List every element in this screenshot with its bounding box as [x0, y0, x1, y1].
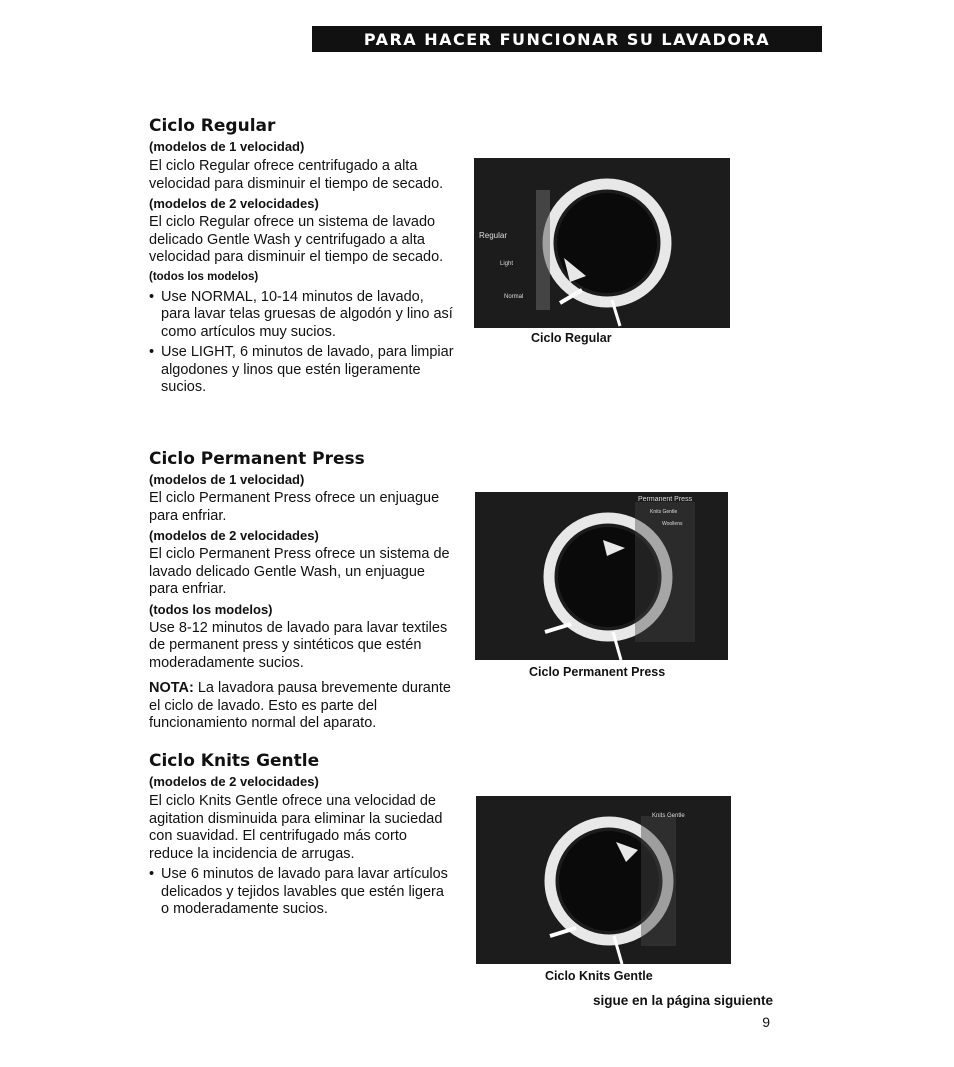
one-speed-label: (modelos de 1 velocidad)	[149, 472, 305, 487]
dial-label: Light	[500, 261, 514, 267]
dial-image-regular	[474, 158, 730, 328]
section-knits-gentle	[149, 751, 454, 919]
section-permanent-press	[149, 449, 454, 733]
bullet-list	[149, 866, 454, 919]
page-number: 9	[762, 1014, 770, 1030]
dial-image-knits-gentle	[476, 796, 731, 964]
note-label: NOTA:	[149, 680, 194, 696]
one-speed-text: El ciclo Regular ofrece centrifugado a alta velocidad para disminuir el tiempo de secado.	[149, 158, 444, 192]
note-text: La lavadora pausa brevemente durante el ciclo de lavado. Esto es parte del funcionamiento normal del aparato.	[149, 680, 451, 731]
continue-note: sigue en la página siguiente	[592, 993, 773, 1008]
all-models-text: Use 8-12 minutos de lavado para lavar textiles de permanent press y sintéticos que estén moderadamente sucios.	[149, 619, 448, 671]
all-models-label: (todos los modelos)	[149, 601, 273, 617]
list-item: • Use NORMAL, 10-14 minutos de lavado, para lavar telas gruesas de algodón y lino así como artículos muy sucios.	[149, 289, 454, 342]
figure-caption: Ciclo Permanent Press	[529, 665, 666, 679]
bullet-list	[149, 289, 454, 397]
page-header-banner: PARA HACER FUNCIONAR SU LAVADORA	[312, 26, 822, 52]
dial-label: Permanent Press	[638, 496, 693, 503]
dial-label: Woollens	[662, 521, 683, 527]
dial-label: Knits Gentle	[650, 509, 678, 515]
section-title: Ciclo Regular	[149, 116, 276, 136]
dial-label: Knits Gentle	[652, 813, 685, 819]
figure-caption: Ciclo Knits Gentle	[545, 969, 653, 983]
two-speed-label: (modelos de 2 velocidades)	[149, 774, 319, 789]
two-speed-label: (modelos de 2 velocidades)	[149, 196, 319, 211]
section-regular	[149, 116, 454, 397]
section-title: Ciclo Permanent Press	[149, 449, 365, 469]
note	[149, 680, 454, 733]
section-title: Ciclo Knits Gentle	[149, 751, 320, 771]
dial-label: Regular	[479, 231, 508, 240]
dial-label: Normal	[504, 294, 524, 300]
list-item: • Use 6 minutos de lavado para lavar artículos delicados y tejidos lavables que estén ligera o moderadamente sucios.	[149, 866, 454, 919]
figure-caption: Ciclo Regular	[531, 331, 612, 345]
two-speed-label: (modelos de 2 velocidades)	[149, 528, 319, 543]
dial-image-permanent-press	[475, 492, 728, 660]
knits-text: El ciclo Knits Gentle ofrece una velocidad de agitation disminuida para eliminar la suciedad con suavidad. El centrifugado más corto reduce la incidencia de arrugas.	[149, 793, 443, 862]
two-speed-text: El ciclo Permanent Press ofrece un sistema de lavado delicado Gentle Wash, un enjuague para enfriar.	[149, 546, 450, 597]
one-speed-text: El ciclo Permanent Press ofrece un enjuague para enfriar.	[149, 490, 440, 524]
list-item: • Use LIGHT, 6 minutos de lavado, para limpiar algodones y linos que estén ligeramente sucios.	[149, 344, 454, 397]
one-speed-label: (modelos de 1 velocidad)	[149, 139, 305, 154]
all-models-label: (todos los modelos)	[149, 270, 259, 283]
two-speed-text: El ciclo Regular ofrece un sistema de lavado delicado Gentle Wash y centrifugado a alta velocidad para disminuir el tiempo de secado.	[149, 214, 444, 265]
